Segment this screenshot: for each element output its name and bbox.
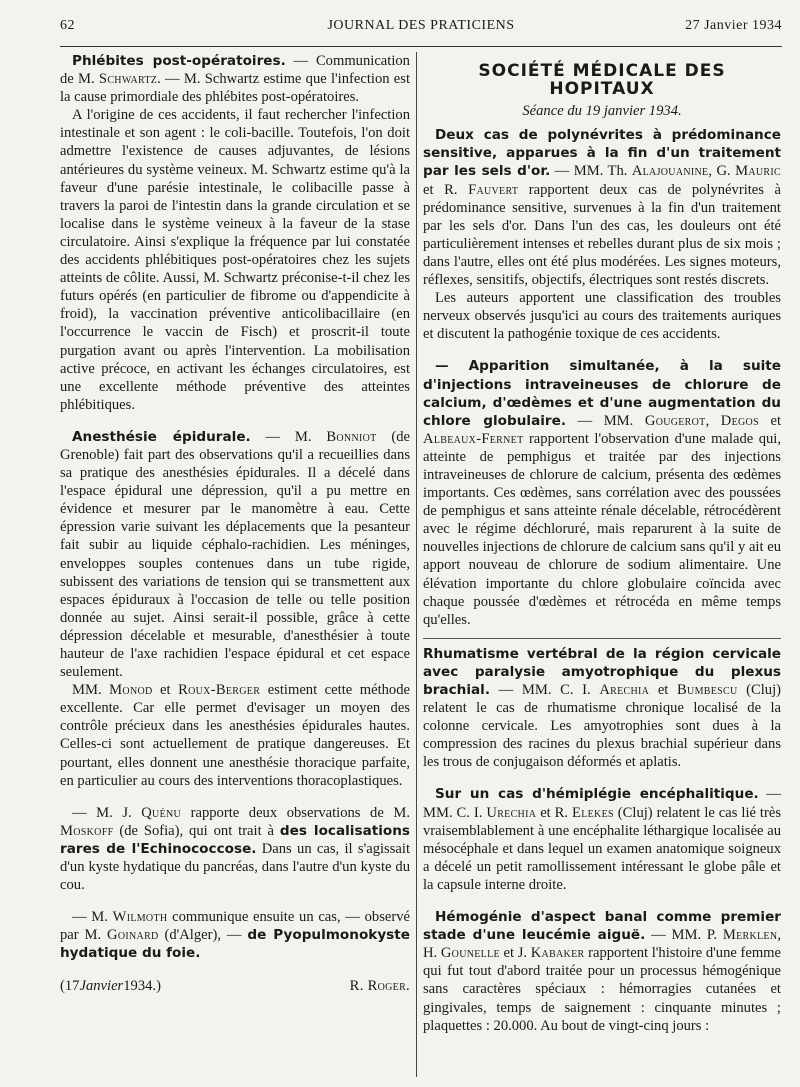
- article-hemogenie: Hémogénie d'aspect banal comme premier stade d'une leucémie aiguë. — MM. P. Merklen, H. Gounelle et J. Kabaker rapportent l'histoire d'une femme qui fut tout d'abord traitée pour un processus hémogénique sans caractères spéciaux : hémorragies cutanées et gingivales, temps de saignement : cinquante minutes ; plaquettes : 20.000. Au bout de vingt-cinq jours :: [423, 909, 782, 1034]
- author-name: Fauvert: [468, 181, 519, 198]
- author-name: Mauric: [735, 163, 781, 180]
- author-name: Roux-Berger: [178, 682, 261, 699]
- author-name: Arechia: [599, 682, 650, 698]
- author-name: Kabaker: [530, 945, 585, 962]
- author-name: Quénu: [141, 804, 182, 821]
- article-pyopulmonokyste: — M. Wilmoth communique ensuite un cas, — observé par M. Goinard (d'Alger), — de Pyopulmonokyste hydatique du foie.: [60, 909, 410, 962]
- author-name: Albeaux-Fernet: [423, 430, 524, 447]
- article-title: Sur un cas d'hémiplégie encéphalitique.: [435, 786, 759, 803]
- section-title: SOCIÉTÉ MÉDICALE DES HOPITAUX: [478, 61, 726, 100]
- article-title: Anesthésie épidurale.: [72, 428, 251, 445]
- author-name: Gounelle: [440, 945, 500, 962]
- author-name: Alajouanine: [631, 163, 709, 180]
- report-date: (17Janvier1934.): [60, 977, 161, 994]
- author-name: Gougerot: [644, 412, 706, 429]
- author-name: Bumbescu: [677, 682, 738, 698]
- journal-title: JOURNAL DES PRATICIENS: [327, 18, 515, 33]
- article-phlebites: Phlébites post-opératoires. — Communication de M. Schwartz. — M. Schwartz estime que l'infection est la cause primordiale des phlébites post-opératoires.: [60, 53, 410, 106]
- page-number: 62: [60, 18, 75, 33]
- article-chlorure-calcium: — Apparition simultanée, à la suite d'injections intraveineuses de chlorure de calcium, d'œdèmes et d'une augmentation du chlore globulaire. — MM. Gougerot, Degos et Albeaux-Fernet rapportent l'observation d'une malade qui, atteinte de pemphigus et traitée par des injections intraveineuses de chlorure de calcium, présenta des œdèmes importants. Ces œdèmes, sans corrélation avec des poussées de pemphigus et sans atteinte rénale décelable, rétrocédèrent avec le régime déchloruré, mais reparurent à la suite de nouvelles injections de chlorure de calcium sans qu'il y ait eu apport nouveau de chlorure de sodium alimentaire. Une élévation importante du chlore globulaire coïncida avec chaque poussée d'œdèmes et rétrocéda en même temps qu'elles.: [423, 358, 782, 628]
- article-title: Phlébites post-opératoires.: [72, 53, 286, 69]
- author-name: Goinard: [107, 927, 159, 944]
- author-name: Wilmoth: [112, 909, 168, 926]
- author-name: Degos: [720, 412, 759, 429]
- author-name: Urechia: [486, 804, 537, 821]
- article-title: Rhumatisme vertébral de la région cervicale avec paralysie amyotrophique du plexus brachial.: [423, 645, 781, 698]
- author-name: Schwartz: [98, 71, 158, 88]
- paragraph: Les auteurs apportent une classification des troubles nerveux observés jusqu'ici au cours des traitements auriques et discutent la pathogénie toxique de ces accidents.: [423, 290, 781, 343]
- column-divider: [416, 52, 417, 1077]
- session-date: Séance du 19 janvier 1934.: [522, 103, 682, 120]
- report-author: R. Roger.: [349, 977, 410, 994]
- article-echinococcose: — M. J. Quénu rapporte deux observations de M. Moskoff (de Sofia), qui ont trait à des localisations rares de l'Echinococcose. Dans un cas, il s'agissait d'un kyste hydatique du pancréas, dans l'autre d'un kyste du cou.: [60, 804, 411, 894]
- article-title: Deux cas de polynévrites à prédominance sensitive, apparues à la fin d'un traitement par les sels d'or.: [423, 127, 781, 180]
- author-name: Elekes: [572, 804, 614, 821]
- article-title: Hémogénie d'aspect banal comme premier stade d'une leucémie aiguë.: [423, 909, 781, 944]
- header-rule: [60, 46, 782, 47]
- bold-phrase: de Pyopulmonokyste hydatique du foie.: [60, 927, 410, 962]
- issue-date: 27 Janvier 1934: [685, 18, 782, 33]
- article-anesthesie: Anesthésie épidurale. — M. Bonniot (de Grenoble) fait part des observations qu'il a recueillies dans sa pratique des anesthésies épidurales. Il a décelé dans l'espace épidural une dépression, qu'il a pu mettre en évidence et mesurer par le manomètre à eau. Cette épression varie suivant les déplacements que la pesanteur fait subir au liquide céphalo-rachidien. Les méninges, enveloppes souples contenues dans un tube rigide, subissent des variations de tension qui se transmettent aux espaces épiduraux à l'occasion de telle ou telle position donnée au sujet. Ainsi serait-il possible, grâce à cette dépression décelable et mesurable, d'anesthésier à toute hauteur de l'axe rachidien l'espace épidural et cet espace seulement.: [60, 428, 410, 681]
- running-header: [60, 18, 782, 42]
- article-rhumatisme: Rhumatisme vertébral de la région cervicale avec paralysie amyotrophique du plexus brachial. — MM. C. I. Arechia et Bumbescu (Cluj) relatent le cas de rhumatisme chronique localisé de la colonne cervicale. Les amyotrophies sont dues à la compression des racines du plexus brachial supérieur dans les trous de conjugaison déformés et aplatis.: [423, 645, 782, 771]
- right-column: [423, 52, 781, 1035]
- paragraph: A l'origine de ces accidents, il faut rechercher l'infection intestinale et son agent : le coli-bacille. Toutefois, l'on doit admettre l'existence de causes adjuvantes, de lésions antérieures du système veineux. M. Schwartz estime qu'à la faveur d'une parésie intestinale, le colibacille passe à travers la paroi de l'intestin dans la grande circulation et se localise dans le système veineux à la faveur de la stase circulatoire. Ainsi s'explique la fréquence par lui constatée des accidents phlébitiques post-opératoires chez les sujets atteints de côlite. Aussi, M. Schwartz préconise-t-il chez les futurs opérés (en particulier de fibrome ou d'appendicite à froid), la vaccination préventive anticolibacillaire (en l'occurrence le vaccin de Fisch) et proscrit-il toute purgation avant ou après l'intervention. La mobilisation active précoce, en activant les échanges circulatoires, est une excellente méthode préventive des atteintes phlébitiques.: [60, 107, 410, 413]
- left-column: [60, 52, 410, 995]
- article-title: — Apparition simultanée, à la suite d'injections intraveineuses de chlorure de calcium, d'œdèmes et d'une augmentation du chlore globulaire.: [423, 358, 781, 429]
- author-name: Bonniot: [326, 428, 377, 445]
- paragraph: MM. Monod et Roux-Berger estiment cette méthode excellente. Car elle permet d'evisager un moyen des contrôle précieux dans les anesthésies épidurales hautes. Celles-ci sont actuellement de pratique dangereuses. Et pourtant, elles donnent une anesthésie thoracique parfaite, en particulier au cours des interventions thoracoplastiques.: [60, 682, 411, 789]
- author-name: Monod: [109, 682, 153, 699]
- author-name: Moskoff: [60, 822, 114, 839]
- signature-line: [60, 977, 410, 995]
- author-name: Merklen: [722, 927, 778, 944]
- bold-phrase: des localisations rares de l'Echinococcose.: [60, 822, 411, 857]
- article-separator: [423, 638, 781, 639]
- article-hemiplegie: Sur un cas d'hémiplégie encéphalitique. — MM. C. I. Urechia et R. Elekes (Cluj) relatent le cas lié très vraisemblablement à une encéphalite léthargique localisée au mésocéphale et dans lequel un examen anatomique soigneux a décelé un petit ramollissement intéressant le globe pâle et la capsule interne droite.: [423, 786, 781, 893]
- article-polynevrites: Deux cas de polynévrites à prédominance sensitive, apparues à la fin d'un traitement par les sels d'or. — MM. Th. Alajouanine, G. Mauric et R. Fauvert rapportent deux cas de polynévrites à prédominance sensitive, survenues à la fin d'un traitement par les sels d'or. Dans l'un des cas, les douleurs ont été particulièrement intenses et rebelles durant plus de six mois ; dans l'autre, elles ont été plus modérées. Les signes moteurs, réflexes, sensitifs, objectifs, électriques sont restés discrets.: [423, 127, 781, 289]
